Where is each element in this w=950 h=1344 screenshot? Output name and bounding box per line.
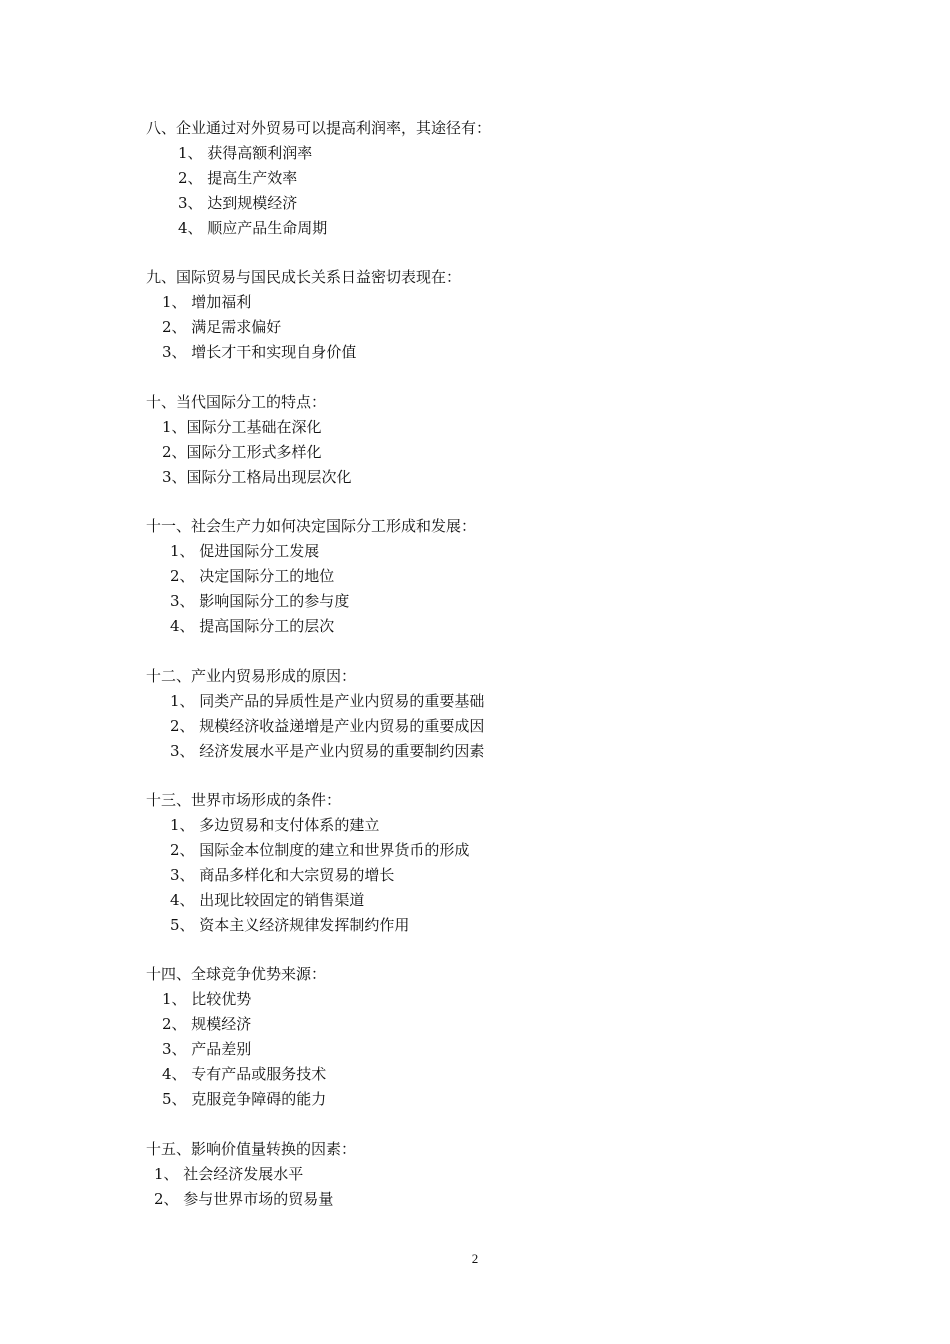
page-number: 2 — [471, 1251, 479, 1266]
list-item: 3、 增长才干和实现自身价值 — [162, 343, 357, 361]
list-item: 1、 社会经济发展水平 — [154, 1165, 304, 1183]
section-heading: 十四、全球竞争优势来源： — [146, 965, 327, 983]
list-item: 2、 提高生产效率 — [178, 169, 298, 187]
list-item: 2、 满足需求偏好 — [162, 318, 282, 336]
list-item: 5、 克服竞争障碍的能力 — [162, 1090, 327, 1108]
list-item: 4、 出现比较固定的销售渠道 — [170, 891, 365, 909]
list-item: 3、国际分工格局出现层次化 — [162, 468, 352, 486]
section-heading: 九、国际贸易与国民成长关系日益密切表现在： — [146, 268, 462, 286]
list-item: 3、 影响国际分工的参与度 — [170, 592, 350, 610]
list-item: 4、 顺应产品生命周期 — [178, 219, 328, 237]
list-item: 2、 参与世界市场的贸易量 — [154, 1190, 334, 1208]
list-item: 3、 产品差别 — [162, 1040, 252, 1058]
list-item: 1、 促进国际分工发展 — [170, 542, 320, 560]
list-item: 2、 国际金本位制度的建立和世界货币的形成 — [170, 841, 470, 859]
list-item: 1、 增加福利 — [162, 293, 252, 311]
list-item: 1、 同类产品的异质性是产业内贸易的重要基础 — [170, 692, 485, 710]
section-heading: 十二、产业内贸易形成的原因： — [146, 667, 357, 685]
list-item: 2、 规模经济 — [162, 1015, 252, 1033]
list-item: 2、 决定国际分工的地位 — [170, 567, 335, 585]
section-heading: 十三、世界市场形成的条件： — [146, 791, 342, 809]
list-item: 4、 提高国际分工的层次 — [170, 617, 335, 635]
list-item: 1、 获得高额利润率 — [178, 144, 313, 162]
list-item: 4、 专有产品或服务技术 — [162, 1065, 327, 1083]
list-item: 2、国际分工形式多样化 — [162, 443, 322, 461]
list-item: 3、 达到规模经济 — [178, 194, 298, 212]
list-item: 2、 规模经济收益递增是产业内贸易的重要成因 — [170, 717, 485, 735]
list-item: 5、 资本主义经济规律发挥制约作用 — [170, 916, 410, 934]
section-heading: 八、企业通过对外贸易可以提高利润率，其途径有： — [146, 119, 492, 137]
list-item: 1、 比较优势 — [162, 990, 252, 1008]
section-heading: 十、当代国际分工的特点： — [146, 393, 327, 411]
list-item: 3、 经济发展水平是产业内贸易的重要制约因素 — [170, 742, 485, 760]
section-heading: 十一、社会生产力如何决定国际分工形成和发展： — [146, 517, 477, 535]
list-item: 1、国际分工基础在深化 — [162, 418, 322, 436]
section-heading: 十五、影响价值量转换的因素： — [146, 1140, 357, 1158]
list-item: 3、 商品多样化和大宗贸易的增长 — [170, 866, 395, 884]
list-item: 1、 多边贸易和支付体系的建立 — [170, 816, 380, 834]
